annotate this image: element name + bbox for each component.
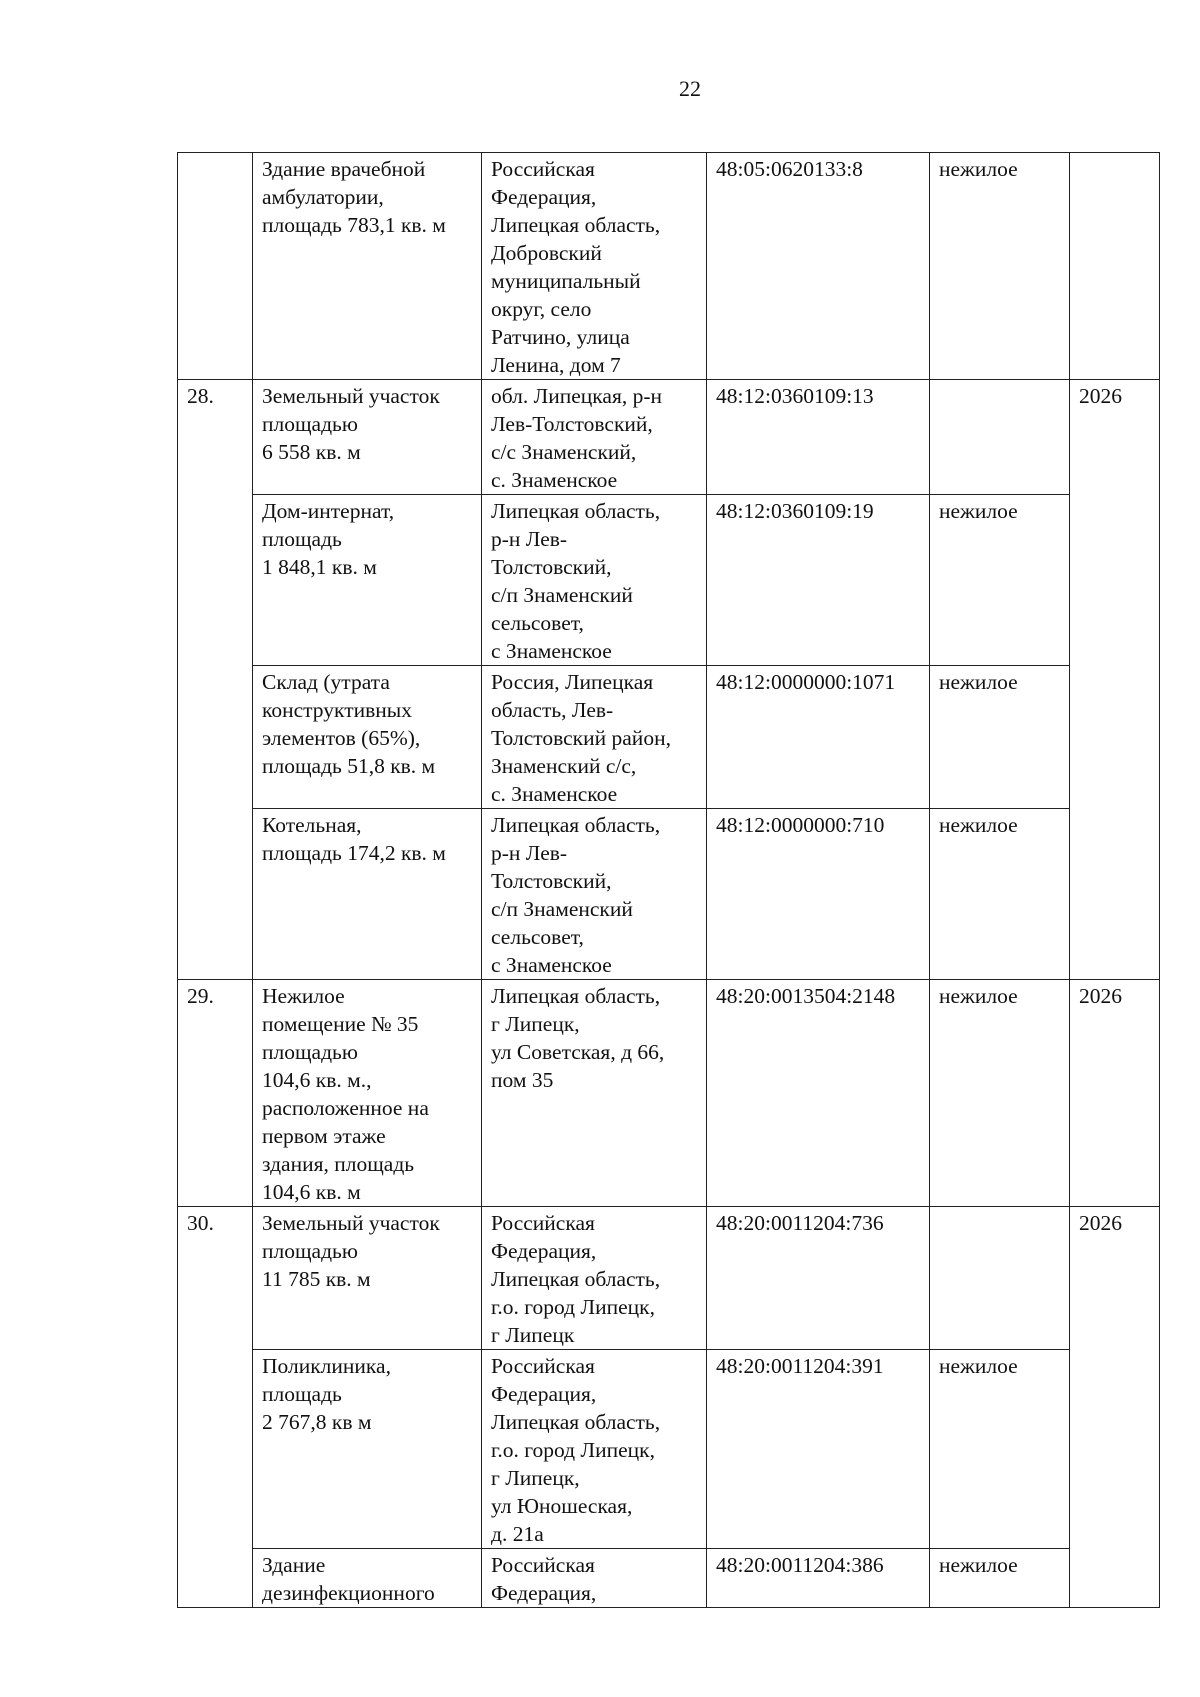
row-number-cell bbox=[178, 153, 253, 380]
object-cell: Склад (утрата конструктивных элементов (65%), площадь 51,8 кв. м bbox=[253, 666, 482, 809]
table-row bbox=[178, 153, 1160, 380]
address-cell: Российская Федерация, Липецкая область, Добровский муниципальный округ, село Ратчино, улица Ленина, дом 7 bbox=[482, 153, 707, 380]
cadastral-number-cell: 48:20:0011204:386 bbox=[707, 1549, 930, 1608]
object-type-cell bbox=[930, 380, 1070, 495]
object-cell: Здание врачебной амбулатории, площадь 783,1 кв. м bbox=[253, 153, 482, 380]
object-cell: Котельная, площадь 174,2 кв. м bbox=[253, 809, 482, 980]
object-type-cell bbox=[930, 1207, 1070, 1350]
table-row bbox=[178, 495, 1160, 666]
year-cell: 2026 bbox=[1070, 980, 1160, 1207]
cadastral-number-cell: 48:12:0360109:13 bbox=[707, 380, 930, 495]
object-cell: Земельный участок площадью 6 558 кв. м bbox=[253, 380, 482, 495]
address-cell: Липецкая область, р-н Лев- Толстовский, с/п Знаменский сельсовет, с Знаменское bbox=[482, 495, 707, 666]
table-row bbox=[178, 809, 1160, 980]
object-cell: Дом-интернат, площадь 1 848,1 кв. м bbox=[253, 495, 482, 666]
row-number-cell: 30. bbox=[178, 1207, 253, 1608]
object-type-cell: нежилое bbox=[930, 495, 1070, 666]
table-row bbox=[178, 1350, 1160, 1549]
address-cell: обл. Липецкая, р-н Лев-Толстовский, с/с Знаменский, с. Знаменское bbox=[482, 380, 707, 495]
address-cell: Российская Федерация, bbox=[482, 1549, 707, 1608]
year-cell: 2026 bbox=[1070, 1207, 1160, 1608]
object-type-cell: нежилое bbox=[930, 1549, 1070, 1608]
page-number: 22 bbox=[679, 76, 701, 101]
table-row bbox=[178, 666, 1160, 809]
object-type-cell: нежилое bbox=[930, 153, 1070, 380]
address-cell: Российская Федерация, Липецкая область, г.о. город Липецк, г Липецк, ул Юношеская, д. 21а bbox=[482, 1350, 707, 1549]
address-cell: Липецкая область, г Липецк, ул Советская, д 66, пом 35 bbox=[482, 980, 707, 1207]
address-cell: Липецкая область, р-н Лев- Толстовский, с/п Знаменский сельсовет, с Знаменское bbox=[482, 809, 707, 980]
cadastral-number-cell: 48:12:0000000:1071 bbox=[707, 666, 930, 809]
address-cell: Россия, Липецкая область, Лев- Толстовский район, Знаменский с/с, с. Знаменское bbox=[482, 666, 707, 809]
row-number-cell: 28. bbox=[178, 380, 253, 980]
year-cell: 2026 bbox=[1070, 380, 1160, 980]
table-row bbox=[178, 1549, 1160, 1608]
cadastral-number-cell: 48:20:0011204:736 bbox=[707, 1207, 930, 1350]
object-cell: Нежилое помещение № 35 площадью 104,6 кв. м., расположенное на первом этаже здания, площадь 104,6 кв. м bbox=[253, 980, 482, 1207]
cadastral-number-cell: 48:20:0011204:391 bbox=[707, 1350, 930, 1549]
cadastral-number-cell: 48:12:0000000:710 bbox=[707, 809, 930, 980]
object-type-cell: нежилое bbox=[930, 666, 1070, 809]
cadastral-number-cell: 48:20:0013504:2148 bbox=[707, 980, 930, 1207]
object-type-cell: нежилое bbox=[930, 1350, 1070, 1549]
cadastral-number-cell: 48:12:0360109:19 bbox=[707, 495, 930, 666]
object-type-cell: нежилое bbox=[930, 809, 1070, 980]
object-cell: Поликлиника, площадь 2 767,8 кв м bbox=[253, 1350, 482, 1549]
cadastral-number-cell: 48:05:0620133:8 bbox=[707, 153, 930, 380]
table-row bbox=[178, 980, 1160, 1207]
year-cell bbox=[1070, 153, 1160, 380]
object-cell: Здание дезинфекционного bbox=[253, 1549, 482, 1608]
object-type-cell: нежилое bbox=[930, 980, 1070, 1207]
object-cell: Земельный участок площадью 11 785 кв. м bbox=[253, 1207, 482, 1350]
row-number-cell: 29. bbox=[178, 980, 253, 1207]
property-table bbox=[177, 152, 1160, 1608]
address-cell: Российская Федерация, Липецкая область, г.о. город Липецк, г Липецк bbox=[482, 1207, 707, 1350]
table-row bbox=[178, 1207, 1160, 1350]
table-row bbox=[178, 380, 1160, 495]
